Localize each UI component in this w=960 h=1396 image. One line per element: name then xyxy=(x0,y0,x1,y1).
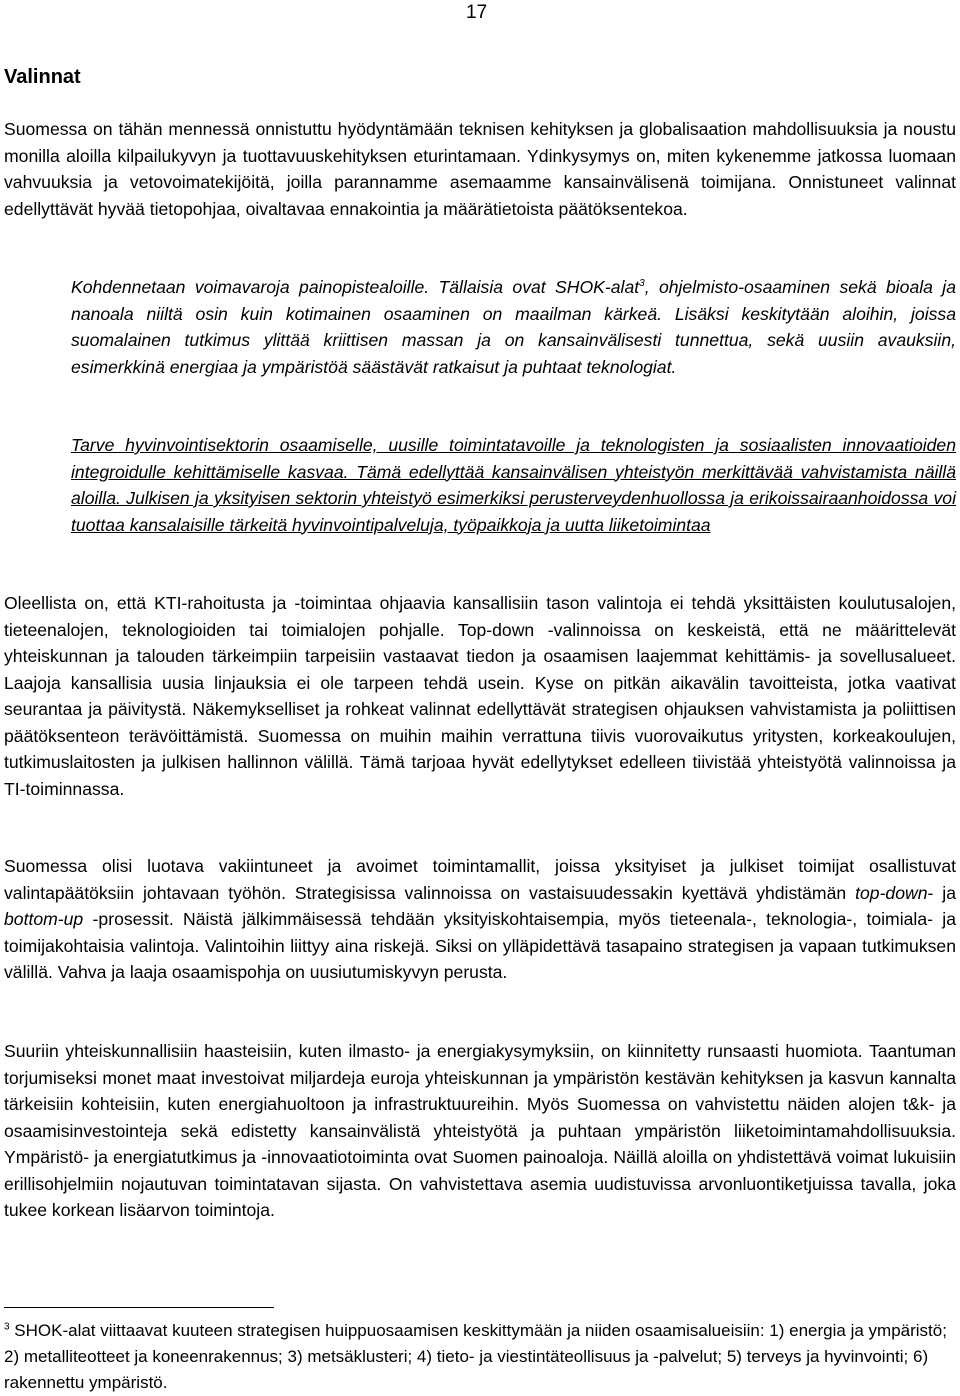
footnote-reference: 3 xyxy=(639,278,645,290)
page-number: 17 xyxy=(466,2,488,23)
paragraph-focus-areas xyxy=(71,274,956,380)
paragraph-operating-models-text-2: - ja xyxy=(927,882,956,903)
section-heading: Valinnat xyxy=(4,66,81,88)
footnote-marker: 3 xyxy=(4,1321,10,1333)
bottom-up-term: bottom-up xyxy=(4,909,84,929)
paragraph-intro: Suomessa on tähän mennessä onnistuttu hyödyntämään teknisen kehityksen ja globalisaation mahdollisuuksia ja noustu monilla aloilla kilpailukyvyn ja tuottavuuskehityksen eturintamaan. Ydinkysymys on, miten kykenemme jatkossa luomaan vahvuuksia ja vetovoimatekijöitä, joilla parannamme asemaamme kansainvälisenä toimijana. Onnistuneet valinnat edellyttävät hyvää tietopohjaa, oivaltavaa ennakointia ja määrätietoista päätöksentekoa. xyxy=(4,119,956,219)
paragraph-focus-areas-text-1: Kohdennetaan voimavaroja painopistealoille. Tällaisia ovat SHOK-alat xyxy=(71,277,640,297)
footnote-text: SHOK-alat viittaavat kuuteen strategisen huippuosaamisen keskittymään ja niiden osaamisalueisiin: 1) energia ja ympäristö; 2) metalliteotteet ja koneenrakennus; 3) metsäklusteri; 4) tieto- ja viestintäteollisuus ja -palvelut; 5) terveys ja hyvinvointi; 6) rakennettu ympäristö. xyxy=(4,1321,947,1392)
paragraph-operating-models-text-1: Suomessa olisi luotava vakiintuneet ja avoimet toimintamallit, joissa yksityiset ja julkiset toimijat osallistuvat valintapäätöksiin johtavaan työhön. Strategisissa valinnoissa on vastaisuudessakin kyettävä yhdistämän xyxy=(4,856,956,903)
paragraph-societal-challenges: Suuriin yhteiskunnallisiin haasteisiin, kuten ilmasto- ja energiakysymyksiin, on kiinnitetty runsaasti huomiota. Taantuman torjumiseksi monet maat investoivat miljardeja euroja yhteiskunnan ja ympäristön kestävän kehityksen ja kasvun kannalta tärkeisiin kohteisiin, kuten energiahuoltoon ja infrastruktuureihin. Myös Suomessa on vahvistettu näiden alojen t&k- ja osaamisinvestointeja sekä edistetty kansainvälistä yhteistyötä ja puhtaan ympäristön liiketoimintamahdollisuuksia. Ympäristö- ja energiatutkimus ja -innovaatiotoiminta ovat Suomen painoaloja. Näillä aloilla on yhdistettävä voimat lukuisiin erillisohjelmiin nojautuvan toimintatavan sijasta. On vahvistettava asemia uudistuvissa arvonluontiketjuissa tavalla, joka tukee korkean lisäarvon toimintoja. xyxy=(4,1041,956,1220)
footnote xyxy=(4,1318,956,1396)
paragraph-welfare-sector: Tarve hyvinvointisektorin osaamiselle, uusille toimintatavoille ja teknologisten ja sosiaalisten innovaatioiden integroidulle kehittämiselle kasvaa. Tämä edellyttää kansainvälisen yhteistyön merkittävää vahvistamista näillä aloilla. Julkisen ja yksityisen sektorin yhteistyö esimerkiksi perusterveydenhuollossa ja erikoissairaanhoidossa voi tuottaa kansalaisille tärkeitä hyvinvointipalveluja, työpaikkoja ja uutta liiketoimintaa xyxy=(71,435,956,535)
paragraph-national-choices: Oleellista on, että KTI-rahoitusta ja -toimintaa ohjaavia kansallisiin tason valintoja ei tehdä yksittäisten koulutusalojen, tieteenalojen, teknologioiden tai toimialojen pohjalle. Top-down -valinnoissa on keskeistä, että ne määrittelevät yhteiskunnan ja talouden tärkeimpiin tarpeisiin vastaavat tiedon ja osaamisen laajemmat kehittämis- ja sovellusalueet. Laajoja kansallisia uusia linjauksia ei ole tarpeen tehdä usein. Kyse on pitkän aikavälin tavoitteista, jotka vaativat seurantaa ja päivitystä. Näkemykselliset ja rohkeat valinnat edellyttävät strategisen ohjauksen vahvistamista ja poliittisen päätöksenteon terävöittämistä. Suomessa on muihin maihin verrattuna tiivis vuorovaikutus yritysten, korkeakoulujen, tutkimuslaitosten ja julkisen hallinnon välillä. Tämä tarjoaa hyvät edellytykset edelleen tiivistää yhteistyötä valinnoissa ja TI-toiminnassa. xyxy=(4,593,956,799)
paragraph-focus-areas-text-2: , ohjelmisto-osaaminen sekä bioala ja nanoala niiltä osin kuin kotimainen osaaminen on maailman kärkeä. Lisäksi keskitytään aloihin, joissa suomalainen tutkimus ylittää kriittisen massan ja on kansainvälisesti tunnettua, sekä uusiin avauksiin, esimerkkinä energiaa ja ympäristöä säästävät ratkaisut ja puhtaat teknologiat. xyxy=(71,277,956,377)
footnote-separator xyxy=(4,1307,274,1308)
paragraph-operating-models-text-3: -prosessit. Näistä jälkimmäisessä tehdään yksityiskohtaisempia, myös tieteenala-, teknologia-, toimiala- ja toimijakohtaisia valintoja. Valintoihin liittyy aina riskejä. Siksi on ylläpidettävä tasapaino strategisen ja vapaan tutkimuksen välillä. Vahva ja laaja osaamispohja on uusiutumiskyvyn perusta. xyxy=(4,909,956,982)
top-down-term: top-down xyxy=(855,882,928,903)
paragraph-operating-models xyxy=(4,853,956,986)
